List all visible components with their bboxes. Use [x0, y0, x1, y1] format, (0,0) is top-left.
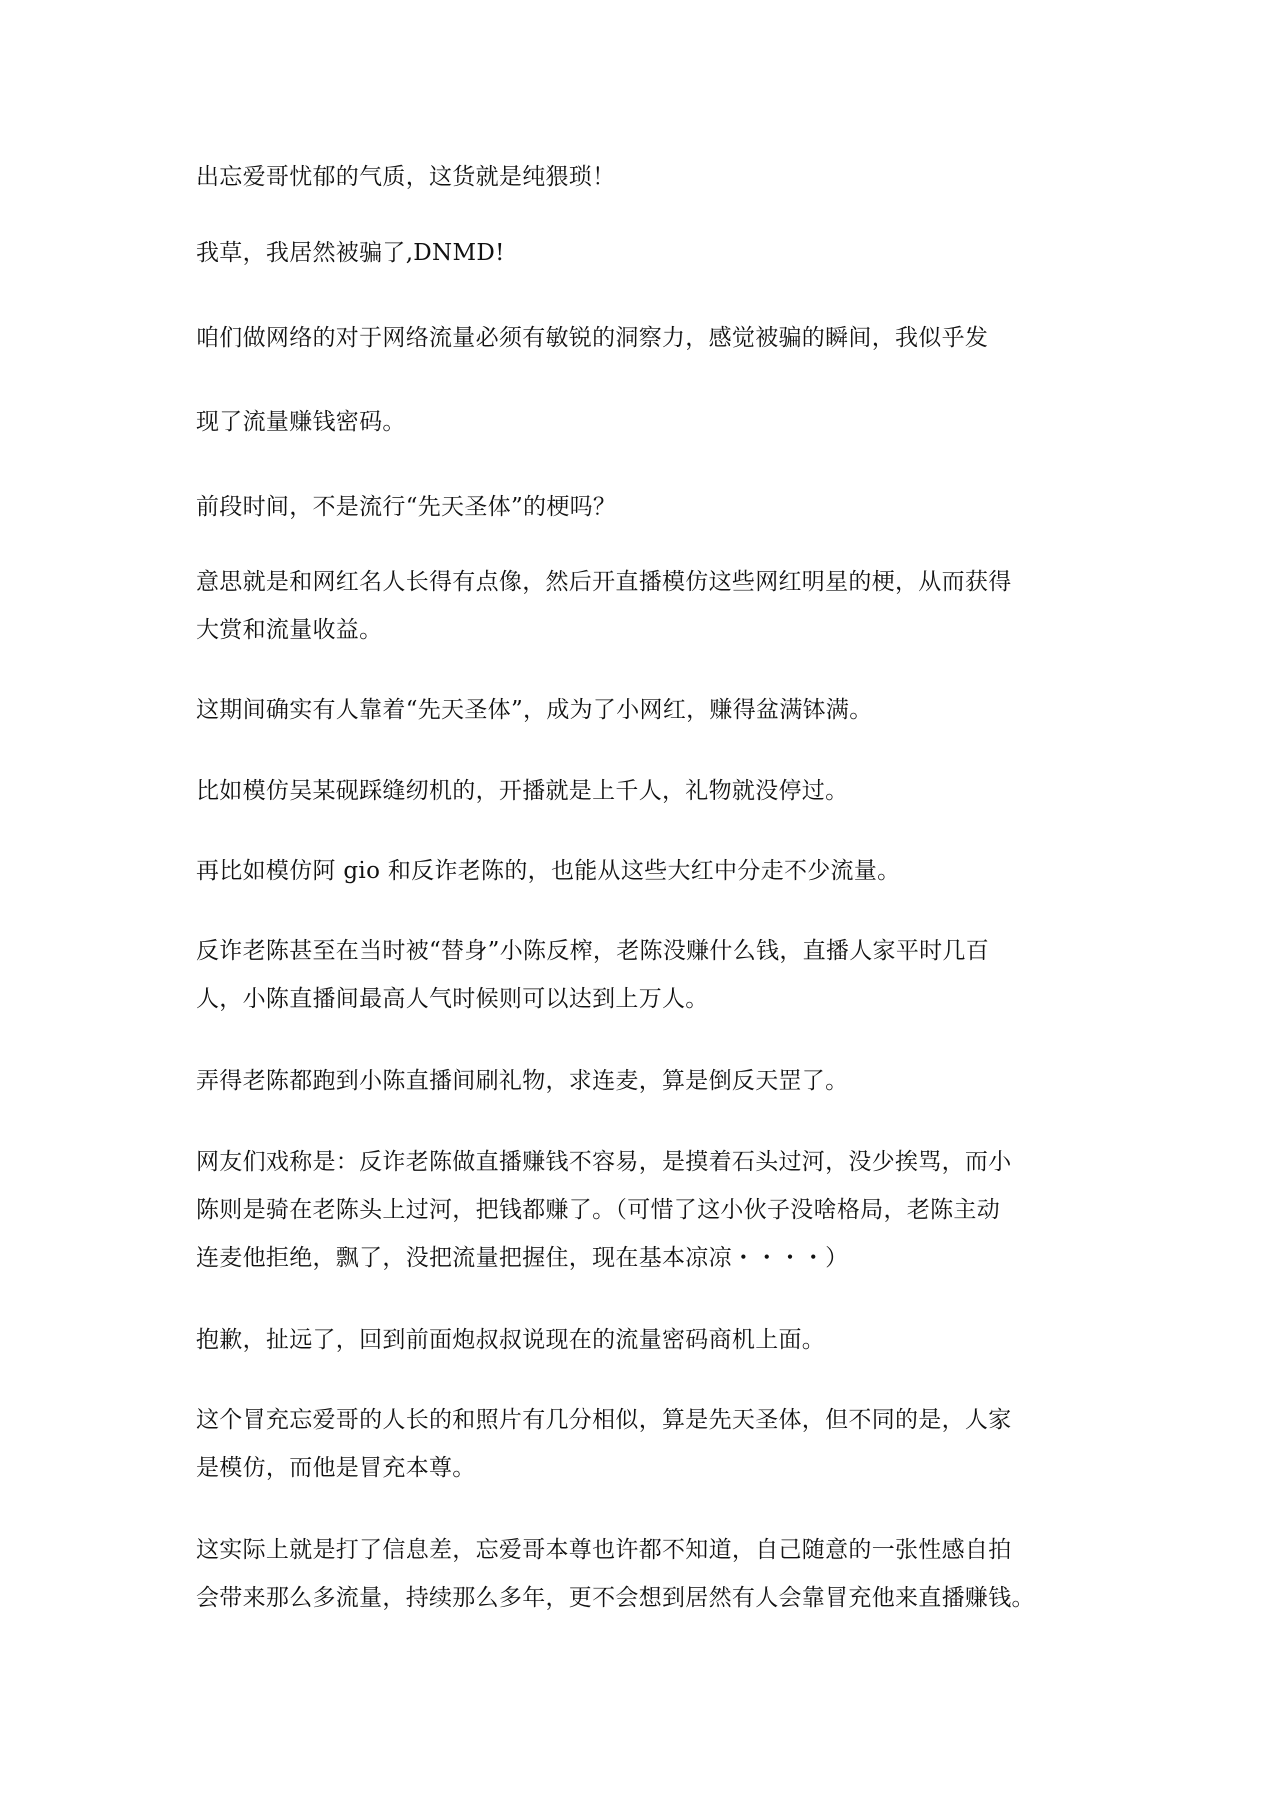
- paragraph: [196, 1138, 1086, 1282]
- text-line: 陈则是骑在老陈头上过河，把钱都赚了。（可惜了这小伙子没啥格局，老陈主动: [196, 1197, 1000, 1223]
- paragraph: [196, 483, 1086, 531]
- paragraph: [196, 229, 1086, 277]
- paragraph: [196, 1057, 1086, 1105]
- text-line: 再比如模仿阿 gio 和反诈老陈的，也能从这些大红中分走不少流量。: [196, 858, 901, 884]
- text-line: 出忘爱哥忧郁的气质，这货就是纯猥琐！: [196, 164, 616, 190]
- text-line: 这实际上就是打了信息差，忘爱哥本尊也许都不知道，自己随意的一张性感自拍: [196, 1537, 1012, 1563]
- paragraph: [196, 314, 1086, 362]
- paragraph: [196, 927, 1086, 1023]
- text-line: 前段时间，不是流行“先天圣体”的梗吗？: [196, 494, 617, 520]
- text-line: 反诈老陈甚至在当时被“替身”小陈反榨，老陈没赚什么钱，直播人家平时几百: [196, 938, 990, 964]
- text-line: 我草，我居然被骗了,DNMD!: [196, 240, 505, 266]
- text-line: 现了流量赚钱密码。: [196, 409, 406, 435]
- paragraph: [196, 1396, 1086, 1492]
- paragraph: [196, 847, 1086, 895]
- text-line: 是模仿，而他是冒充本尊。: [196, 1455, 476, 1481]
- text-line: 连麦他拒绝，飘了，没把流量把握住，现在基本凉凉・・・・）: [196, 1245, 849, 1271]
- paragraph: [196, 398, 1086, 446]
- paragraph: [196, 153, 1086, 201]
- text-line: 这期间确实有人靠着“先天圣体”，成为了小网红，赚得盆满钵满。: [196, 697, 873, 723]
- text-line: 抱歉，扯远了，回到前面炮叔叔说现在的流量密码商机上面。: [196, 1327, 826, 1353]
- text-line: 人，小陈直播间最高人气时候则可以达到上万人。: [196, 986, 709, 1012]
- text-line: 比如模仿吴某砚踩缝纫机的，开播就是上千人，礼物就没停过。: [196, 778, 849, 804]
- text-line: 意思就是和网红名人长得有点像，然后开直播模仿这些网红明星的梗，从而获得: [196, 569, 1012, 595]
- paragraph: [196, 767, 1086, 815]
- text-line: 大赏和流量收益。: [196, 617, 383, 643]
- text-line: 咱们做网络的对于网络流量必须有敏锐的洞察力，感觉被骗的瞬间，我似乎发: [196, 325, 989, 351]
- paragraph: [196, 686, 1086, 734]
- paragraph: [196, 1316, 1086, 1364]
- text-line: 弄得老陈都跑到小陈直播间刷礼物，求连麦，算是倒反天罡了。: [196, 1068, 849, 1094]
- text-line: 这个冒充忘爱哥的人长的和照片有几分相似，算是先天圣体，但不同的是，人家: [196, 1407, 1012, 1433]
- text-line: 会带来那么多流量，持续那么多年，更不会想到居然有人会靠冒充他来直播赚钱。: [196, 1585, 1035, 1611]
- paragraph: [196, 1526, 1086, 1622]
- text-line: 网友们戏称是：反诈老陈做直播赚钱不容易，是摸着石头过河，没少挨骂，而小: [196, 1149, 1012, 1175]
- paragraph: [196, 558, 1086, 654]
